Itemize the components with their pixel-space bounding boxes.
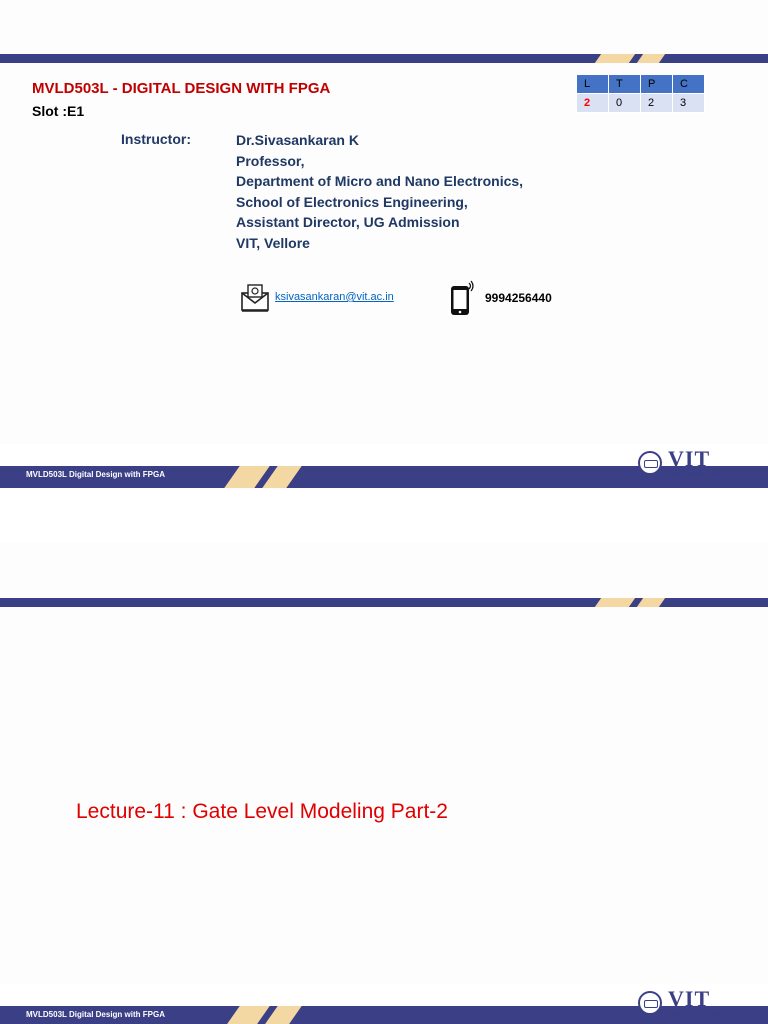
logo-name: VIT [668, 986, 711, 1011]
slot-label: Slot :E1 [32, 103, 85, 119]
instructor-school: School of Electronics Engineering, [236, 193, 468, 210]
vit-logo [638, 448, 734, 480]
ltpc-header-l: L [577, 75, 609, 94]
course-title: MVLD503L - DIGITAL DESIGN WITH FPGA [32, 80, 331, 97]
vit-seal-icon [638, 991, 662, 1015]
instructor-location: VIT, Vellore [236, 234, 310, 251]
phone-number: 9994256440 [485, 291, 552, 305]
logo-name: VIT [668, 446, 711, 471]
top-band [0, 54, 768, 63]
instructor-name: Dr.Sivasankaran K [236, 132, 359, 148]
phone-icon [450, 280, 474, 316]
lecture-title: Lecture-11 : Gate Level Modeling Part-2 [76, 800, 448, 823]
email-link[interactable]: ksivasankaran@vit.ac.in [275, 291, 394, 303]
instructor-role: Assistant Director, UG Admission [236, 214, 460, 230]
vit-logo [638, 988, 734, 1020]
instructor-title: Professor, [236, 152, 305, 169]
instructor-details [236, 130, 523, 253]
vit-seal-icon [638, 451, 662, 475]
footer-title: MVLD503L Digital Design with FPGA [26, 470, 165, 479]
logo-subtitle: Vellore Institute of Technology [668, 1011, 722, 1016]
top-band [0, 598, 768, 607]
ltpc-value-p: 2 [641, 94, 673, 113]
instructor-department: Department of Micro and Nano Electronics, [236, 173, 524, 189]
ltpc-header-p: P [641, 75, 673, 94]
slide-footer [0, 984, 768, 1024]
ltpc-header-c: C [673, 75, 705, 94]
ltpc-value-l: 2 [577, 94, 609, 113]
ltpc-value-c: 3 [673, 94, 705, 113]
footer-title: MVLD503L Digital Design with FPGA [26, 1010, 165, 1019]
lecture-slide [0, 542, 768, 1024]
ltpc-value-t: 0 [609, 94, 641, 113]
mail-icon [240, 282, 270, 312]
slide-footer [0, 444, 768, 488]
title-slide [0, 0, 768, 490]
ltpc-table [576, 74, 705, 113]
instructor-label: Instructor: [121, 131, 191, 147]
ltpc-header-t: T [609, 75, 641, 94]
logo-subtitle: Vellore Institute of Technology [668, 471, 722, 476]
